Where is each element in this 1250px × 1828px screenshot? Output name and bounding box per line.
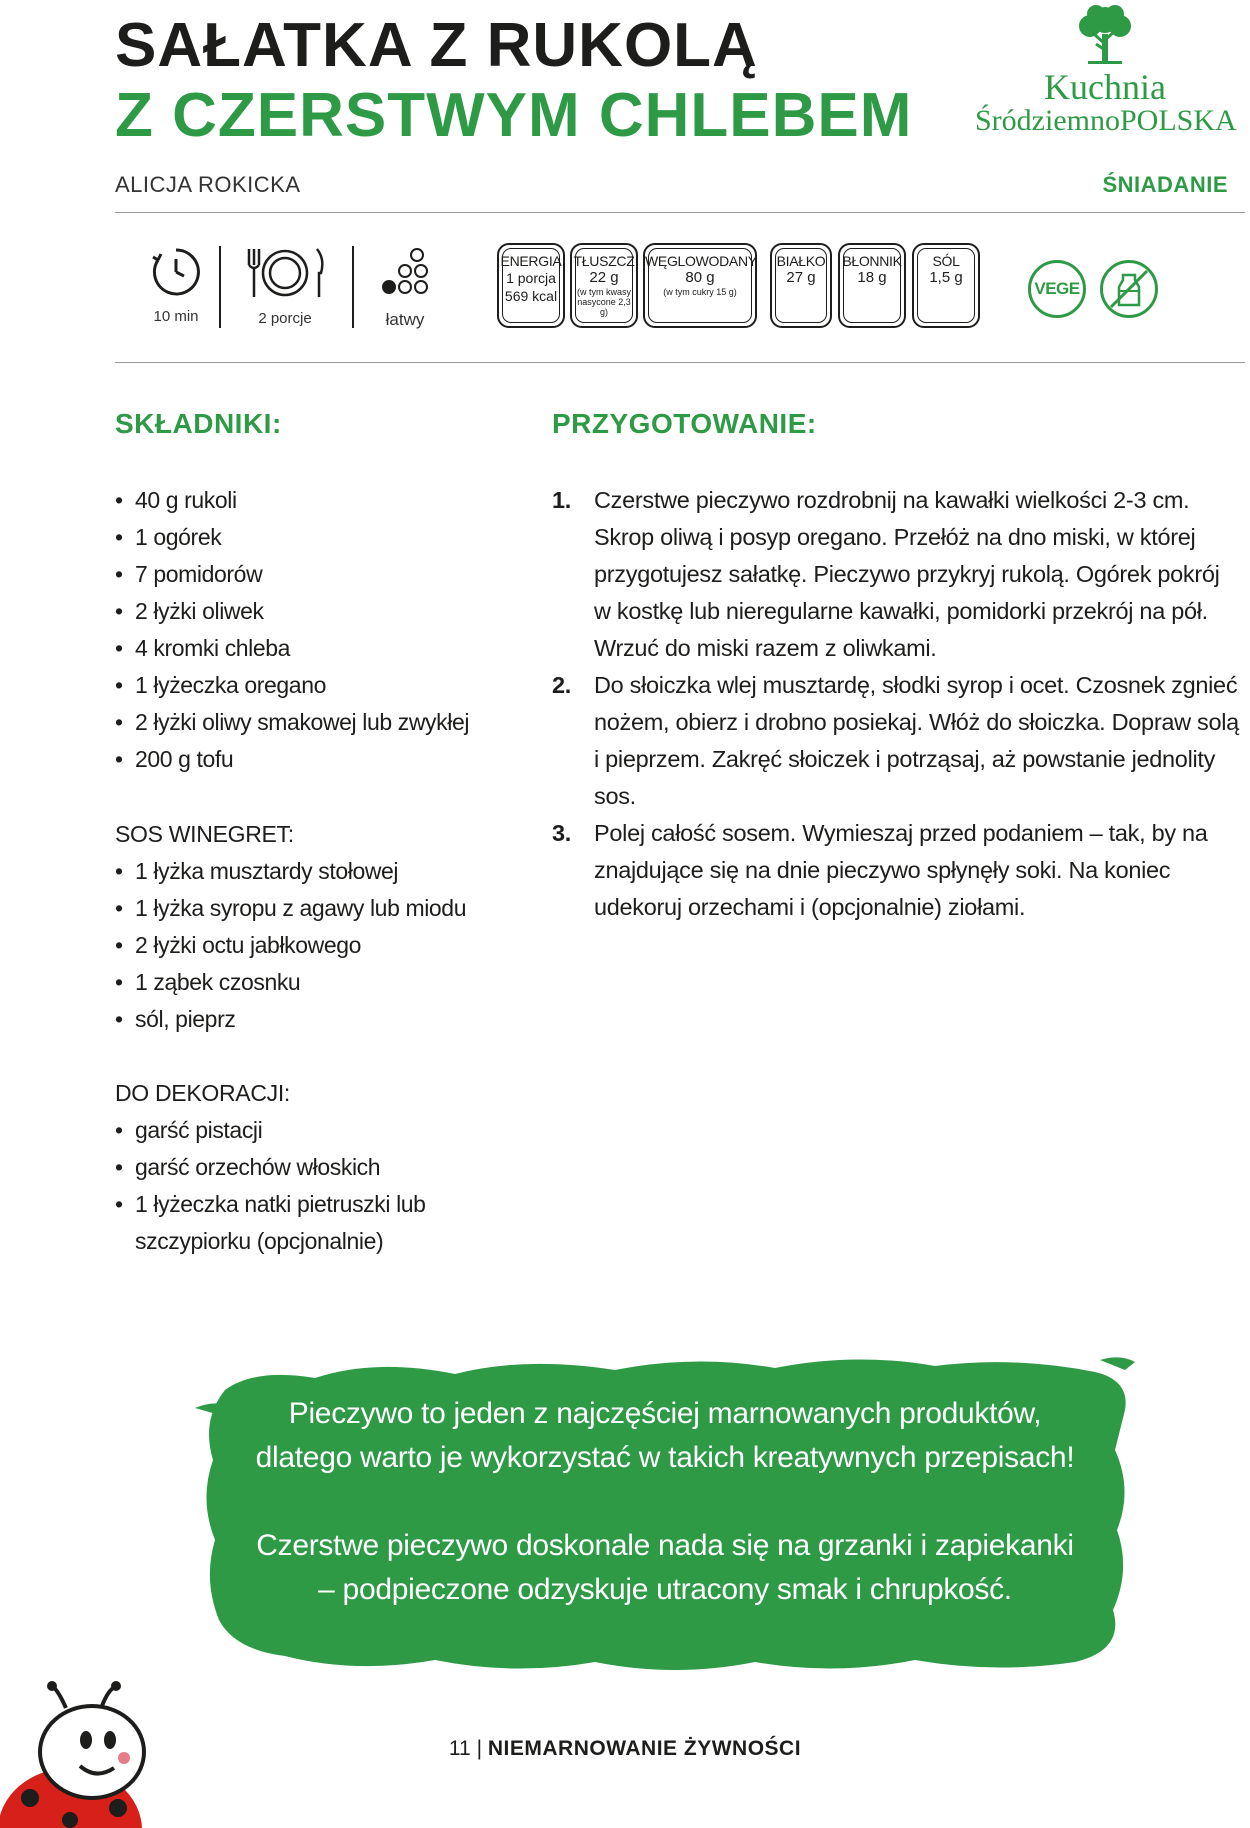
portions-value: 2 porcje — [258, 310, 312, 327]
fat-note-line1: (w tym kwasy — [577, 287, 631, 297]
energy-portion: 1 porcja — [506, 270, 556, 286]
brand-logo — [975, 4, 1235, 144]
ingredients-main-list — [115, 482, 469, 778]
step-text: Czerstwe pieczywo rozdrobnij na kawałki wielkości 2-3 cm. Skrop oliwą i posyp oregano. Przełóż na dno miski, w której przygotujesz sałatkę. Pieczywo przykryj rukolą. Ogórek pokrój w kostkę lub nieregularne kawałki, pomidorki przekrój na pół. Wrzuć do miski razem z oliwkami. — [594, 487, 1220, 661]
tip-line3: Czerstwe pieczywo doskonale nada się na grzanki i zapiekanki — [256, 1529, 1074, 1562]
ingredient-item: • 7 pomidorów — [115, 556, 469, 593]
protein-value: 27 g — [786, 269, 816, 286]
page-footer — [0, 1737, 1250, 1761]
meta-divider — [115, 362, 1245, 363]
no-milk-badge — [1100, 260, 1158, 318]
tip-line1: Pieczywo to jeden z najczęściej marnowanych produktów, — [288, 1397, 1042, 1430]
ingredient-item: • garść orzechów włoskich — [115, 1149, 435, 1186]
salt-label: SÓL — [932, 253, 960, 269]
vege-badge-text: VEGE — [1034, 279, 1080, 298]
logo-text-line2: ŚródziemnoPOLSKA — [975, 104, 1237, 137]
time-info — [138, 245, 214, 325]
ingredient-item: • garść pistacji — [115, 1112, 435, 1149]
ingredient-item: • 1 łyżka syropu z agawy lub miodu — [115, 890, 466, 927]
difficulty-dots-icon — [377, 245, 433, 301]
tip-line4: – podpieczone odzyskuje utracony smak i chrupkość. — [318, 1573, 1012, 1606]
fiber-label: BŁONNIK — [842, 253, 902, 269]
no-milk-icon — [1103, 263, 1155, 315]
nutrition-salt — [912, 243, 980, 328]
category-label: ŚNIADANIE — [1102, 172, 1228, 197]
footer-separator: | — [476, 1737, 483, 1760]
tree-icon — [1070, 4, 1140, 66]
nutrition-carbs — [643, 243, 757, 328]
salt-value: 1,5 g — [929, 269, 963, 286]
fat-label: TŁUSZCZ — [573, 253, 635, 269]
carbs-note: (w tym cukry 15 g) — [663, 287, 737, 297]
ingredient-item: • 2 łyżki oliwy smakowej lub zwykłej — [115, 704, 469, 741]
vege-badge — [1028, 260, 1086, 318]
ingredient-item: • 1 ogórek — [115, 519, 469, 556]
recipe-title-line1: SAŁATKA Z RUKOLĄ — [115, 11, 758, 80]
ingredient-item: • 1 łyżeczka oregano — [115, 667, 469, 704]
sauce-ingredients-list — [115, 853, 466, 1038]
preparation-step — [552, 815, 1242, 926]
sauce-heading: SOS WINEGRET: — [115, 821, 294, 847]
preparation-steps — [552, 482, 1242, 926]
author-name: ALICJA ROKICKA — [115, 172, 301, 197]
step-number: 3. — [552, 820, 571, 846]
fiber-value: 18 g — [857, 269, 887, 286]
footer-section-title: NIEMARNOWANIE ŻYWNOŚCI — [487, 1737, 802, 1760]
preparation-step — [552, 482, 1242, 667]
step-number: 2. — [552, 672, 571, 698]
ingredient-item: • 4 kromki chleba — [115, 630, 469, 667]
step-text: Polej całość sosem. Wymieszaj przed podaniem – tak, by na znajdujące się na dnie pieczywo spłynęły soki. Na koniec udekoruj orzechami i (opcjonalnie) ziołami. — [594, 820, 1208, 920]
ingredient-item: • 200 g tofu — [115, 741, 469, 778]
decoration-list — [115, 1112, 435, 1260]
tip-line2: dlatego warto je wykorzystać w takich kreatywnych przepisach! — [255, 1441, 1075, 1474]
decoration-heading: DO DEKORACJI: — [115, 1080, 291, 1106]
nutrition-protein — [770, 243, 832, 328]
ingredient-item: • 2 łyżki oliwek — [115, 593, 469, 630]
header-divider — [115, 212, 1245, 213]
logo-text-line1: Kuchnia — [1044, 67, 1166, 107]
step-text: Do słoiczka wlej musztardę, słodki syrop i ocet. Czosnek zgnieć nożem, obierz i drobno posiekaj. Włóż do słoiczka. Dopraw solą i pieprzem. Zakręć słoiczek i potrząsaj, aż powstanie jednolity sos. — [594, 672, 1239, 809]
ingredient-item: • 1 łyżeczka natki pietruszki lub szczypiorku (opcjonalnie) — [115, 1186, 435, 1260]
carbs-value: 80 g — [685, 269, 715, 286]
time-value: 10 min — [153, 308, 199, 325]
plate-cutlery-icon — [241, 245, 329, 301]
timer-icon — [149, 245, 203, 299]
nutrition-energy — [497, 243, 565, 328]
ingredient-item: • 1 łyżka musztardy stołowej — [115, 853, 466, 890]
protein-label: BIAŁKO — [776, 253, 826, 269]
carbs-label: WĘGLOWODANY — [645, 253, 757, 269]
energy-label: ENERGIA — [500, 253, 562, 269]
recipe-title-line2: Z CZERSTWYM CHLEBEM — [115, 81, 913, 150]
portions-info — [240, 245, 330, 327]
preparation-step — [552, 667, 1242, 815]
fat-note-line2: nasycone 2,3 g) — [577, 297, 631, 317]
meta-separator — [219, 246, 221, 328]
ingredient-item: • sól, pieprz — [115, 1001, 466, 1038]
difficulty-value: łatwy — [385, 310, 425, 329]
page-number: 11 — [448, 1737, 471, 1760]
energy-value: 569 kcal — [504, 288, 558, 304]
ingredient-item: • 1 ząbek czosnku — [115, 964, 466, 1001]
fat-value: 22 g — [589, 269, 619, 286]
nutrition-fat — [570, 243, 638, 328]
step-number: 1. — [552, 487, 571, 513]
difficulty-info — [372, 245, 438, 330]
ingredient-item: • 2 łyżki octu jabłkowego — [115, 927, 466, 964]
meta-separator — [352, 246, 354, 328]
nutrition-fiber — [838, 243, 906, 328]
ingredient-item: • 40 g rukoli — [115, 482, 469, 519]
ingredients-heading: SKŁADNIKI: — [115, 408, 282, 439]
preparation-heading: PRZYGOTOWANIE: — [552, 408, 817, 439]
